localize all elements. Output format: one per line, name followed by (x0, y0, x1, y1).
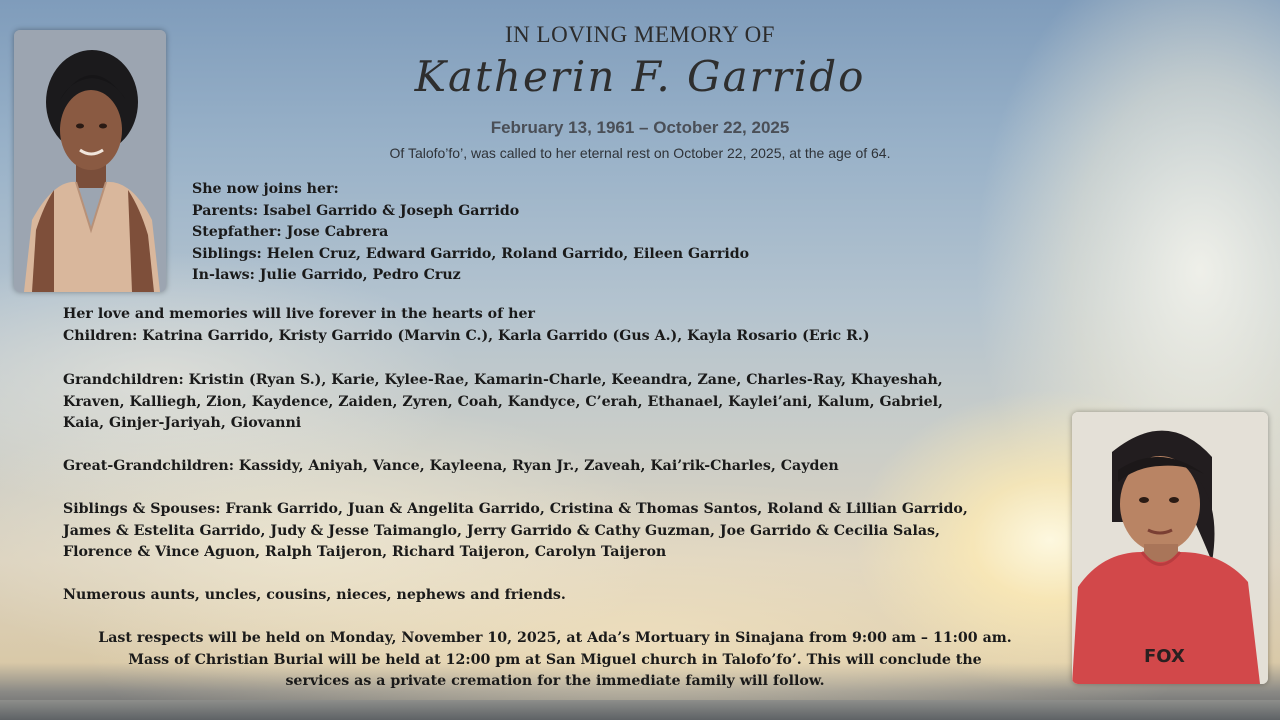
siblings-spouses-line: James & Estelita Garrido, Judy & Jesse Taimanglo, Jerry Garrido & Cathy Guzman, Joe Garrido & Cecilia Salas, (63, 522, 940, 539)
in-loving-memory-heading: IN LOVING MEMORY OF (505, 22, 775, 47)
intro-line: Of Talofo’fo’, was called to her eternal rest on October 22, 2025, at the age of 64. (389, 145, 891, 161)
great-grandchildren-section (63, 456, 839, 478)
life-dates: February 13, 1961 – October 22, 2025 (490, 118, 790, 137)
shirt-logo: FOX (1144, 646, 1185, 667)
grandchildren-section (63, 370, 943, 435)
deceased-name: Katherin F. Garrido (414, 52, 866, 101)
others-section (63, 585, 566, 607)
predeceased-section (192, 179, 749, 287)
survived-heading: Her love and memories will live forever in the hearts of her (63, 306, 535, 322)
predeceased-heading: She now joins her: (192, 181, 339, 197)
services-line: services as a private cremation for the immediate family will follow. (285, 673, 825, 689)
grandchildren-line: Grandchildren: Kristin (Ryan S.), Karie, Kylee-Rae, Kamarin-Charle, Keeandra, Zane, Charles-Ray, Khayeshah, (63, 372, 943, 388)
others-line: Numerous aunts, uncles, cousins, nieces, nephews and friends. (63, 587, 566, 603)
children-line: Children: Katrina Garrido, Kristy Garrido (Marvin C.), Karla Garrido (Gus A.), Kayla Rosario (Eric R.) (63, 327, 870, 344)
stepfather-line: Stepfather: Jose Cabrera (192, 224, 389, 240)
survived-section (63, 304, 870, 347)
siblings-spouses-line: Florence & Vince Aguon, Ralph Taijeron, Richard Taijeron, Carolyn Taijeron (63, 544, 667, 560)
parents-line: Parents: Isabel Garrido & Joseph Garrido (192, 202, 520, 219)
portrait-recent-photo (1072, 412, 1268, 684)
portrait-recent-illustration (1072, 412, 1268, 684)
siblings-spouses-section (63, 499, 968, 564)
great-grandchildren-line: Great-Grandchildren: Kassidy, Aniyah, Vance, Kayleena, Ryan Jr., Zaveah, Kai’rik-Charles, Cayden (63, 458, 839, 474)
in-laws-line: In-laws: Julie Garrido, Pedro Cruz (192, 267, 461, 283)
siblings-line: Siblings: Helen Cruz, Edward Garrido, Roland Garrido, Eileen Garrido (192, 245, 750, 262)
services-line: Last respects will be held on Monday, November 10, 2025, at Ada’s Mortuary in Sinajana from 9:00 am – 11:00 am. (98, 630, 1012, 646)
grandchildren-line: Kaia, Ginjer-Jariyah, Giovanni (63, 415, 302, 431)
services-line: Mass of Christian Burial will be held at 12:00 pm at San Miguel church in Talofo’fo’. This will conclude the (128, 651, 982, 668)
siblings-spouses-line: Siblings & Spouses: Frank Garrido, Juan & Angelita Garrido, Cristina & Thomas Santos, Roland & Lillian Garrido, (63, 501, 968, 517)
services-section (40, 628, 1070, 693)
grandchildren-line: Kraven, Kalliegh, Zion, Kaydence, Zaiden, Zyren, Coah, Kandyce, C’erah, Ethanael, Kaylei’ani, Kalum, Gabriel, (63, 393, 943, 410)
ocean-horizon (0, 700, 1280, 720)
